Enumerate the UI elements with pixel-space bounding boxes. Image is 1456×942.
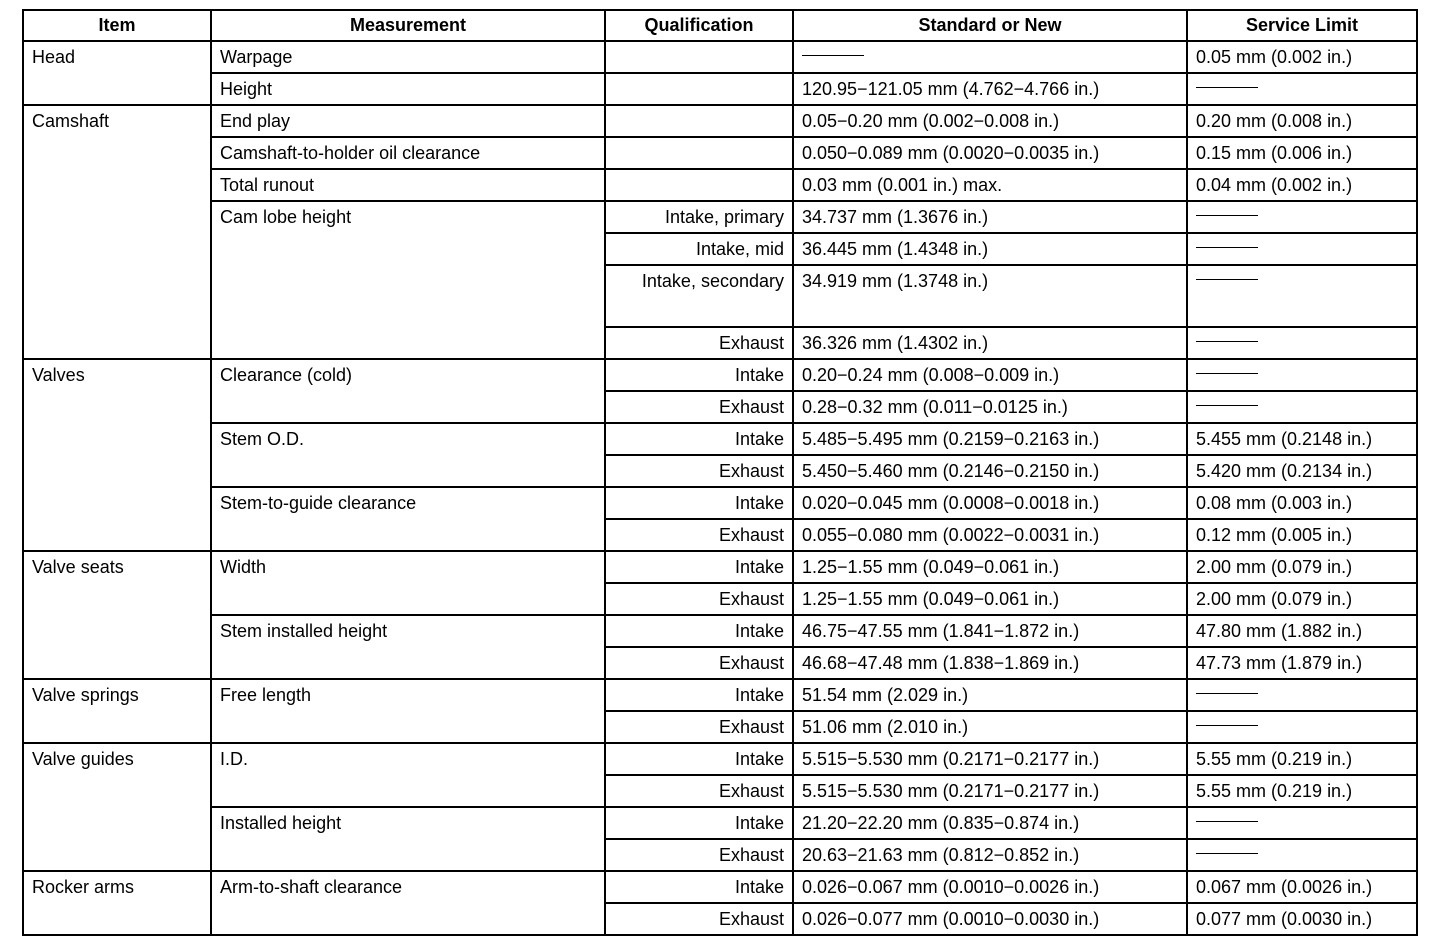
standard-cell: 5.485−5.495 mm (0.2159−0.2163 in.) — [793, 423, 1187, 455]
qualification-cell: Intake — [605, 359, 793, 391]
measurement-cell: Total runout — [211, 169, 605, 201]
service-limit-cell: 2.00 mm (0.079 in.) — [1187, 583, 1417, 615]
standard-cell: 20.63−21.63 mm (0.812−0.852 in.) — [793, 839, 1187, 871]
service-limit-cell — [1187, 711, 1417, 743]
qualification-cell: Intake — [605, 615, 793, 647]
measurement-cell: I.D. — [211, 743, 605, 807]
item-cell: Camshaft — [23, 105, 211, 359]
table-row — [23, 359, 1417, 391]
service-limit-cell — [1187, 359, 1417, 391]
measurement-cell: Clearance (cold) — [211, 359, 605, 423]
qualification-cell: Intake, secondary — [605, 265, 793, 327]
service-limit-cell: 0.08 mm (0.003 in.) — [1187, 487, 1417, 519]
service-limit-cell — [1187, 233, 1417, 265]
table-row — [23, 743, 1417, 775]
service-limit-cell — [1187, 807, 1417, 839]
standard-cell: 0.20−0.24 mm (0.008−0.009 in.) — [793, 359, 1187, 391]
item-cell: Valves — [23, 359, 211, 551]
item-cell: Head — [23, 41, 211, 105]
service-limit-cell: 0.04 mm (0.002 in.) — [1187, 169, 1417, 201]
standard-cell: 0.050−0.089 mm (0.0020−0.0035 in.) — [793, 137, 1187, 169]
qualification-cell: Exhaust — [605, 583, 793, 615]
table-row — [23, 41, 1417, 73]
measurement-cell: Warpage — [211, 41, 605, 73]
table-row — [23, 807, 1417, 839]
standard-cell: 0.055−0.080 mm (0.0022−0.0031 in.) — [793, 519, 1187, 551]
service-limit-cell: 0.15 mm (0.006 in.) — [1187, 137, 1417, 169]
table-row — [23, 679, 1417, 711]
standard-cell: 5.450−5.460 mm (0.2146−0.2150 in.) — [793, 455, 1187, 487]
dash-mark — [1196, 693, 1258, 694]
table-row — [23, 73, 1417, 105]
qualification-cell: Exhaust — [605, 711, 793, 743]
standard-cell: 5.515−5.530 mm (0.2171−0.2177 in.) — [793, 775, 1187, 807]
service-limit-cell: 5.455 mm (0.2148 in.) — [1187, 423, 1417, 455]
standard-cell: 51.06 mm (2.010 in.) — [793, 711, 1187, 743]
table-row — [23, 169, 1417, 201]
dash-mark — [1196, 853, 1258, 854]
service-limit-cell: 0.067 mm (0.0026 in.) — [1187, 871, 1417, 903]
qualification-cell: Exhaust — [605, 647, 793, 679]
item-cell: Rocker arms — [23, 871, 211, 935]
qualification-cell: Intake — [605, 487, 793, 519]
service-limit-cell — [1187, 391, 1417, 423]
item-cell: Valve guides — [23, 743, 211, 871]
service-limit-cell: 0.05 mm (0.002 in.) — [1187, 41, 1417, 73]
qualification-cell: Exhaust — [605, 839, 793, 871]
header-row — [23, 10, 1417, 41]
dash-mark — [802, 55, 864, 56]
header-service-limit: Service Limit — [1187, 10, 1417, 41]
qualification-cell: Intake — [605, 423, 793, 455]
qualification-cell: Intake — [605, 551, 793, 583]
service-limit-cell: 0.077 mm (0.0030 in.) — [1187, 903, 1417, 935]
measurement-cell: Width — [211, 551, 605, 615]
table-row — [23, 201, 1417, 233]
dash-mark — [1196, 247, 1258, 248]
standard-cell: 0.03 mm (0.001 in.) max. — [793, 169, 1187, 201]
measurement-cell: Installed height — [211, 807, 605, 871]
measurement-cell: Free length — [211, 679, 605, 743]
measurement-cell: Stem-to-guide clearance — [211, 487, 605, 551]
qualification-cell — [605, 137, 793, 169]
qualification-cell: Intake — [605, 743, 793, 775]
standard-cell: 36.445 mm (1.4348 in.) — [793, 233, 1187, 265]
measurement-cell: Camshaft-to-holder oil clearance — [211, 137, 605, 169]
qualification-cell: Exhaust — [605, 455, 793, 487]
standard-cell: 1.25−1.55 mm (0.049−0.061 in.) — [793, 551, 1187, 583]
header-item: Item — [23, 10, 211, 41]
qualification-cell — [605, 41, 793, 73]
table-row — [23, 137, 1417, 169]
dash-mark — [1196, 87, 1258, 88]
table-row — [23, 487, 1417, 519]
qualification-cell — [605, 169, 793, 201]
measurement-cell: End play — [211, 105, 605, 137]
table-row — [23, 423, 1417, 455]
qualification-cell: Intake, mid — [605, 233, 793, 265]
measurement-cell: Cam lobe height — [211, 201, 605, 359]
header-standard: Standard or New — [793, 10, 1187, 41]
standard-cell: 34.737 mm (1.3676 in.) — [793, 201, 1187, 233]
table-row — [23, 871, 1417, 903]
qualification-cell — [605, 73, 793, 105]
qualification-cell: Exhaust — [605, 903, 793, 935]
standard-cell: 0.020−0.045 mm (0.0008−0.0018 in.) — [793, 487, 1187, 519]
service-limit-cell: 5.55 mm (0.219 in.) — [1187, 775, 1417, 807]
table-row — [23, 105, 1417, 137]
measurement-cell: Height — [211, 73, 605, 105]
standard-cell: 0.026−0.067 mm (0.0010−0.0026 in.) — [793, 871, 1187, 903]
service-limit-cell: 47.73 mm (1.879 in.) — [1187, 647, 1417, 679]
service-limit-cell — [1187, 73, 1417, 105]
qualification-cell: Exhaust — [605, 775, 793, 807]
item-cell: Valve springs — [23, 679, 211, 743]
standard-cell: 120.95−121.05 mm (4.762−4.766 in.) — [793, 73, 1187, 105]
spec-table — [22, 9, 1418, 936]
service-limit-cell: 0.12 mm (0.005 in.) — [1187, 519, 1417, 551]
measurement-cell: Arm-to-shaft clearance — [211, 871, 605, 935]
measurement-cell: Stem O.D. — [211, 423, 605, 487]
standard-cell: 0.05−0.20 mm (0.002−0.008 in.) — [793, 105, 1187, 137]
standard-cell: 36.326 mm (1.4302 in.) — [793, 327, 1187, 359]
service-limit-cell — [1187, 201, 1417, 233]
qualification-cell — [605, 105, 793, 137]
dash-mark — [1196, 405, 1258, 406]
standard-cell: 0.026−0.077 mm (0.0010−0.0030 in.) — [793, 903, 1187, 935]
service-limit-cell: 5.420 mm (0.2134 in.) — [1187, 455, 1417, 487]
item-cell: Valve seats — [23, 551, 211, 679]
standard-cell: 5.515−5.530 mm (0.2171−0.2177 in.) — [793, 743, 1187, 775]
service-limit-cell — [1187, 679, 1417, 711]
header-measurement: Measurement — [211, 10, 605, 41]
qualification-cell: Exhaust — [605, 519, 793, 551]
standard-cell: 34.919 mm (1.3748 in.) — [793, 265, 1187, 327]
qualification-cell: Exhaust — [605, 391, 793, 423]
standard-cell — [793, 41, 1187, 73]
dash-mark — [1196, 725, 1258, 726]
dash-mark — [1196, 341, 1258, 342]
service-limit-cell: 0.20 mm (0.008 in.) — [1187, 105, 1417, 137]
dash-mark — [1196, 373, 1258, 374]
qualification-cell: Intake, primary — [605, 201, 793, 233]
service-limit-cell: 2.00 mm (0.079 in.) — [1187, 551, 1417, 583]
dash-mark — [1196, 279, 1258, 280]
standard-cell: 21.20−22.20 mm (0.835−0.874 in.) — [793, 807, 1187, 839]
service-limit-cell — [1187, 839, 1417, 871]
header-qualification: Qualification — [605, 10, 793, 41]
table-row — [23, 551, 1417, 583]
qualification-cell: Intake — [605, 807, 793, 839]
service-limit-cell: 5.55 mm (0.219 in.) — [1187, 743, 1417, 775]
standard-cell: 46.68−47.48 mm (1.838−1.869 in.) — [793, 647, 1187, 679]
service-limit-cell — [1187, 265, 1417, 327]
table-row — [23, 615, 1417, 647]
service-limit-cell: 47.80 mm (1.882 in.) — [1187, 615, 1417, 647]
dash-mark — [1196, 821, 1258, 822]
qualification-cell: Intake — [605, 679, 793, 711]
standard-cell: 46.75−47.55 mm (1.841−1.872 in.) — [793, 615, 1187, 647]
standard-cell: 0.28−0.32 mm (0.011−0.0125 in.) — [793, 391, 1187, 423]
standard-cell: 51.54 mm (2.029 in.) — [793, 679, 1187, 711]
measurement-cell: Stem installed height — [211, 615, 605, 679]
qualification-cell: Intake — [605, 871, 793, 903]
service-limit-cell — [1187, 327, 1417, 359]
standard-cell: 1.25−1.55 mm (0.049−0.061 in.) — [793, 583, 1187, 615]
dash-mark — [1196, 215, 1258, 216]
qualification-cell: Exhaust — [605, 327, 793, 359]
